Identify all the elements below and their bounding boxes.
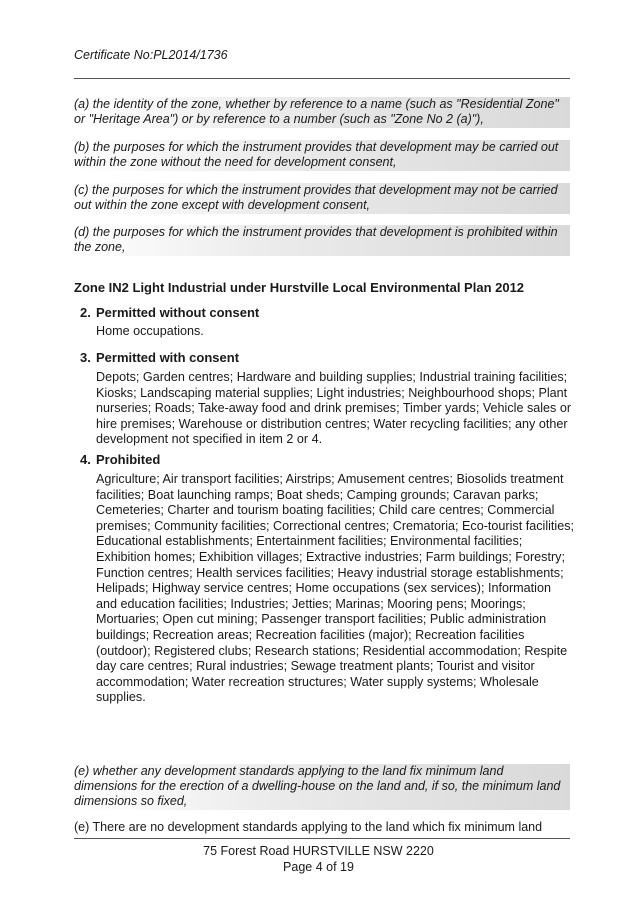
clause-c: (c) the purposes for which the instrument provides that development may not be carried out within the zone except with development consent, <box>74 183 570 214</box>
header-divider <box>74 78 570 79</box>
clause-d: (d) the purposes for which the instrument provides that development is prohibited within the zone, <box>74 225 570 256</box>
item-body: Depots; Garden centres; Hardware and building supplies; Industrial training facilities; Kiosks; Landscaping material supplies; Light industries; Neighbourhood shops; Plant nurseries; Roads; Take-away food and drink premises; Timber yards; Vehicle sales or hire premises; Warehouse or distribution centres; Water recycling facilities; any other development not specified in item 2 or 4. <box>96 370 572 447</box>
item-heading-text: Permitted with consent <box>96 350 240 365</box>
item-number: 2. <box>80 305 91 320</box>
item-body: Agriculture; Air transport facilities; Airstrips; Amusement centres; Biosolids treatment facilities; Boat launching ramps; Boat sheds; Camping grounds; Caravan parks; Cemeteries; Charter and tourism boating facilities; Child care centres; Commercial premises; Community facilities; Correctional centres; Crematoria; Eco-tourist facilities; Educational establishments; Entertainment facilities; Environmental facilities; Exhibition homes; Exhibition villages; Extractive industries; Farm buildings; Forestry; Function centres; Health services facilities; Heavy industrial storage establishments; Helipads; Highway service centres; Home occupations (sex services); Information and education facilities; Industries; Jetties; Marinas; Mooring pens; Moorings; Mortuaries; Open cut mining; Passenger transport facilities; Public administration buildings; Recreation areas; Recreation facilities (major); Recreation facilities (outdoor); Registered clubs; Research stations; Residential accommodation; Respite day care centres; Rural industries; Sewage treatment plants; Tourist and visitor accommodation; Water recreation structures; Water supply systems; Wholesale supplies. <box>96 472 575 705</box>
footer-address: 75 Forest Road HURSTVILLE NSW 2220 <box>203 844 434 858</box>
clause-a: (a) the identity of the zone, whether by reference to a name (such as "Residential Zone" or "Heritage Area") or by reference to a number (such as "Zone No 2 (a)"), <box>74 97 570 128</box>
item-number: 3. <box>80 350 91 365</box>
item-heading <box>80 350 239 365</box>
zone-title: Zone IN2 Light Industrial under Hurstville Local Environmental Plan 2012 <box>74 280 525 295</box>
answer-e: (e) There are no development standards applying to the land which fix minimum land <box>74 820 543 834</box>
item-heading-text: Permitted without consent <box>96 305 260 320</box>
item-heading <box>80 452 160 467</box>
footer-divider <box>74 838 570 839</box>
item-heading <box>80 305 259 320</box>
certificate-number: Certificate No:PL2014/1736 <box>74 48 228 62</box>
item-body: Home occupations. <box>96 324 204 338</box>
page-number: Page 4 of 19 <box>283 860 354 874</box>
clause-e: (e) whether any development standards applying to the land fix minimum land dimensions for the erection of a dwelling-house on the land and, if so, the minimum land dimensions so fixed, <box>74 764 570 810</box>
item-heading-text: Prohibited <box>96 452 161 467</box>
item-number: 4. <box>80 452 91 467</box>
clause-b: (b) the purposes for which the instrument provides that development may be carried out within the zone without the need for development consent, <box>74 140 570 171</box>
